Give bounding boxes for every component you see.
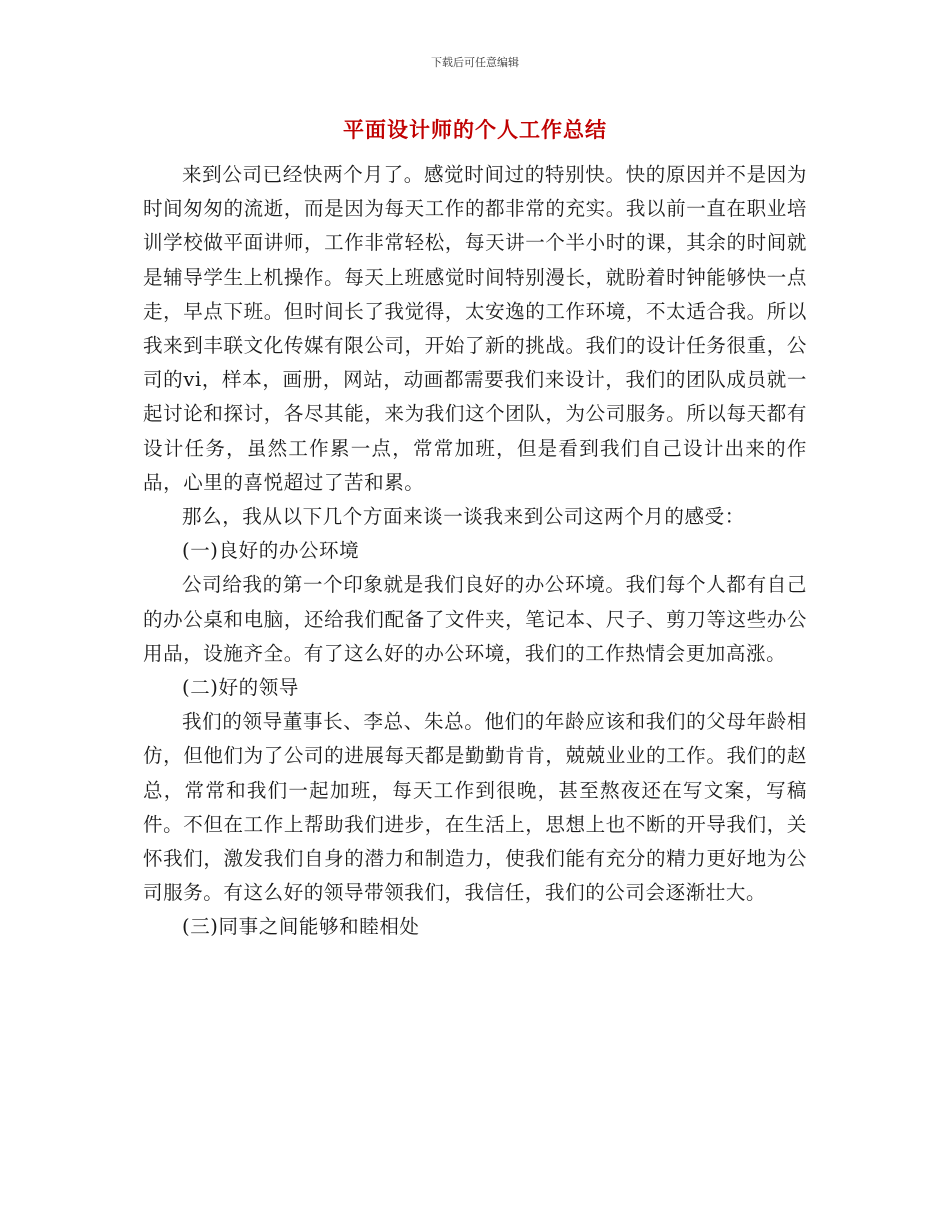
section-heading-leaders: (二)好的领导 — [182, 676, 299, 700]
document-title: 平面设计师的个人工作总结 — [343, 118, 607, 142]
paragraph-aspects: 那么，我从以下几个方面来谈一谈我来到公司这两个月的感受： — [182, 505, 745, 529]
section-heading-colleagues: (三)同事之间能够和睦相处 — [182, 915, 420, 939]
section-heading-office: (一)良好的办公环境 — [182, 539, 360, 563]
header-note: 下载后可任意编辑 — [431, 56, 519, 69]
paragraph-leaders: 我们的领导董事长、李总、朱总。他们的年龄应该和我们的父母年龄相仿，但他们为了公司的进展每天都是勤勤肯肯，兢兢业业的工作。我们的赵总，常常和我们一起加班，每天工作到很晚，甚至熬夜还在写文案，写稿件。不但在工作上帮助我们进步，在生活上，思想上也不断的开导我们，关怀我们，激发我们自身的潜力和制造力，使我们能有充分的精力更好地为公司服务。有这么好的领导带领我们，我信任，我们的公司会逐渐壮大。 — [143, 710, 807, 905]
document-body — [143, 158, 807, 945]
paragraph-intro: 来到公司已经快两个月了。感觉时间过的特别快。快的原因并不是因为时间匆匆的流逝，而是因为每天工作的都非常的充实。我以前一直在职业培训学校做平面讲师，工作非常轻松，每天讲一个半小时的课，其余的时间就是辅导学生上机操作。每天上班感觉时间特别漫长，就盼着时钟能够快一点走，早点下班。但时间长了我觉得，太安逸的工作环境，不太适合我。所以我来到丰联文化传媒有限公司，开始了新的挑战。我们的设计任务很重，公司的vi，样本，画册，网站，动画都需要我们来设计，我们的团队成员就一起讨论和探讨，各尽其能，来为我们这个团队，为公司服务。所以每天都有设计任务，虽然工作累一点，常常加班，但是看到我们自己设计出来的作品，心里的喜悦超过了苦和累。 — [143, 163, 807, 494]
paragraph-office: 公司给我的第一个印象就是我们良好的办公环境。我们每个人都有自己的办公桌和电脑，还给我们配备了文件夹，笔记本、尺子、剪刀等这些办公用品，设施齐全。有了这么好的办公环境，我们的工作热情会更加高涨。 — [143, 573, 807, 665]
